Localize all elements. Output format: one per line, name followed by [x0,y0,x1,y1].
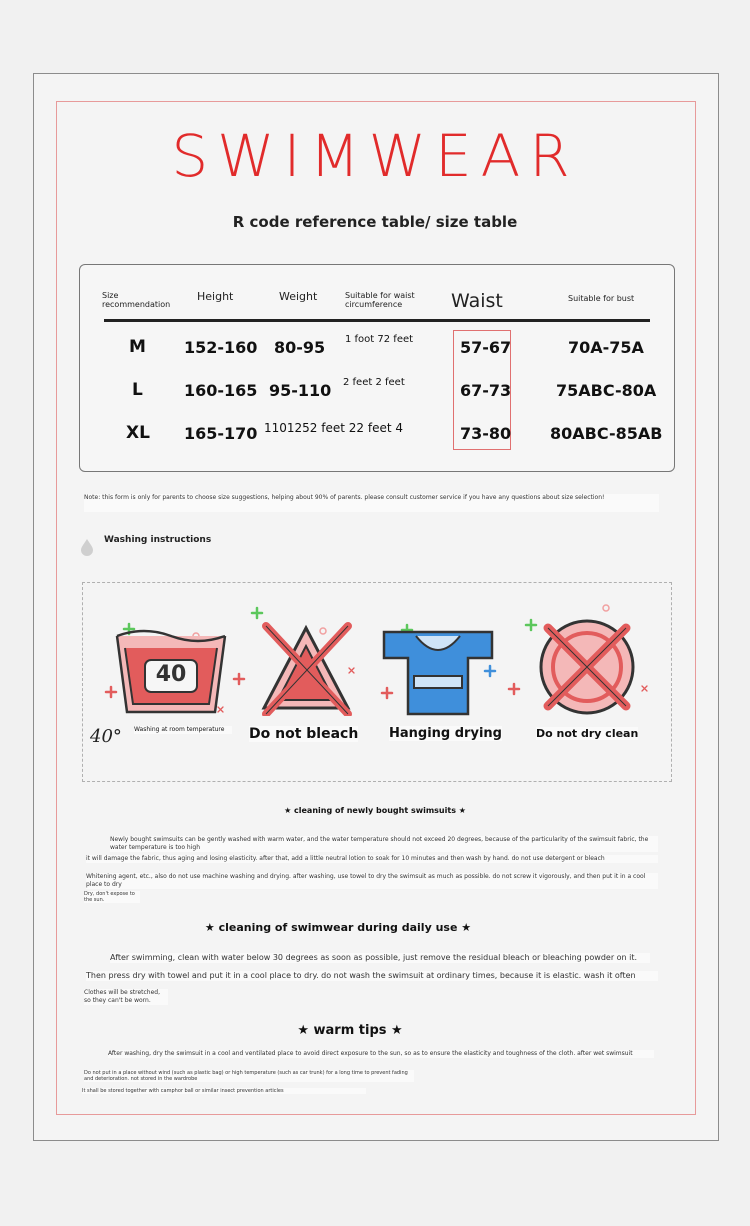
row-waist-ft: 1 foot 72 feet [345,334,414,345]
wash-tub-number: 40 [155,662,187,687]
row-height: 152-160 [184,338,258,357]
section2-p1: After swimming, clean with water below 30 degrees as soon as possible, just remove the residual bleach or bleaching powder on it. [110,953,650,963]
row-bust: 70A-75A [568,338,644,357]
row-weight: 1101252 feet 22 feet 4 [264,421,403,435]
section1-p1: Newly bought swimsuits can be gently washed with warm water, and the water temperature should not exceed 20 degrees, because of the particularity of the swimsuit fabric, the water temperature is too high [110,836,658,852]
section1-p2: it will damage the fabric, thus aging and losing elasticity. after that, add a little neutral lotion to soak for 10 minutes and then wash by hand. do not use detergent or bleach [86,855,658,863]
section3-p2: Do not put in a place without wind (such as plastic bag) or high temperature (such as car trunk) for a long time to prevent fading and deterioration. not stored in the wardrobe [84,1070,414,1082]
row-height: 165-170 [184,424,258,443]
row-waist: 73-80 [460,424,512,443]
table-divider [104,319,650,322]
page-title: SWIMWEAR [171,122,579,190]
header-size: Size recommendation [102,291,171,309]
row-weight: 80-95 [274,338,326,357]
header-weight: Weight [279,290,318,303]
hanging-drying-label: Hanging drying [389,726,502,741]
temp-label: 40° [90,726,122,747]
row-bust: 75ABC-80A [556,381,657,400]
section2-p3: Clothes will be stretched, so they can't be worn. [84,989,168,1005]
section3-heading: ★ warm tips ★ [297,1023,403,1038]
no-bleach-icon [258,622,354,720]
header-height: Height [197,290,234,303]
size-note: Note: this form is only for parents to choose size suggestions, helping about 90% of parents. please consult customer service if you have any questions about size selection! [84,494,659,512]
no-dry-clean-icon [534,614,640,724]
row-size: M [129,337,146,357]
section2-heading: ★ cleaning of swimwear during daily use ★ [204,921,472,934]
row-size: L [132,380,143,400]
washing-title: Washing instructions [104,535,212,545]
section3-p3: It shall be stored together with camphor ball or similar insect prevention articles [82,1088,366,1094]
row-size: XL [126,423,150,443]
page-subtitle: R code reference table/ size table [232,213,518,231]
section3-p1: After washing, dry the swimsuit in a cool and ventilated place to avoid direct exposure to the sun, so as to ensure the elasticity and toughness of the cloth. after wet swimsuit [108,1050,654,1058]
hanging-drying-icon [380,628,496,722]
header-suitable-waist: Suitable for waist circumference [345,291,415,309]
row-waist: 67-73 [460,381,512,400]
header-bust: Suitable for bust [568,294,635,303]
section2-p2: Then press dry with towel and put it in a cool place to dry. do not wash the swimsuit at ordinary times, because it is elastic. wash it often [86,971,658,981]
row-waist-ft: 2 feet 2 feet [343,377,405,388]
section1-p3: Whitening agent, etc., also do not use machine washing and drying. after washing, use towel to dry the swimsuit as much as possible. do not screw it vigorously, and then put it in a cool place to dry [86,873,658,889]
no-dry-clean-label: Do not dry clean [536,727,639,740]
section1-p4: Dry, don't expose to the sun. [84,891,140,903]
row-bust: 80ABC-85AB [550,424,663,443]
row-height: 160-165 [184,381,258,400]
row-waist: 57-67 [460,338,512,357]
section1-heading: ★ cleaning of newly bought swimsuits ★ [284,806,466,815]
header-waist: Waist [451,290,503,312]
no-bleach-label: Do not bleach [249,726,359,742]
droplet-icon [80,538,94,560]
room-temp-label: Washing at room temperature [134,726,232,734]
row-weight: 95-110 [269,381,332,400]
